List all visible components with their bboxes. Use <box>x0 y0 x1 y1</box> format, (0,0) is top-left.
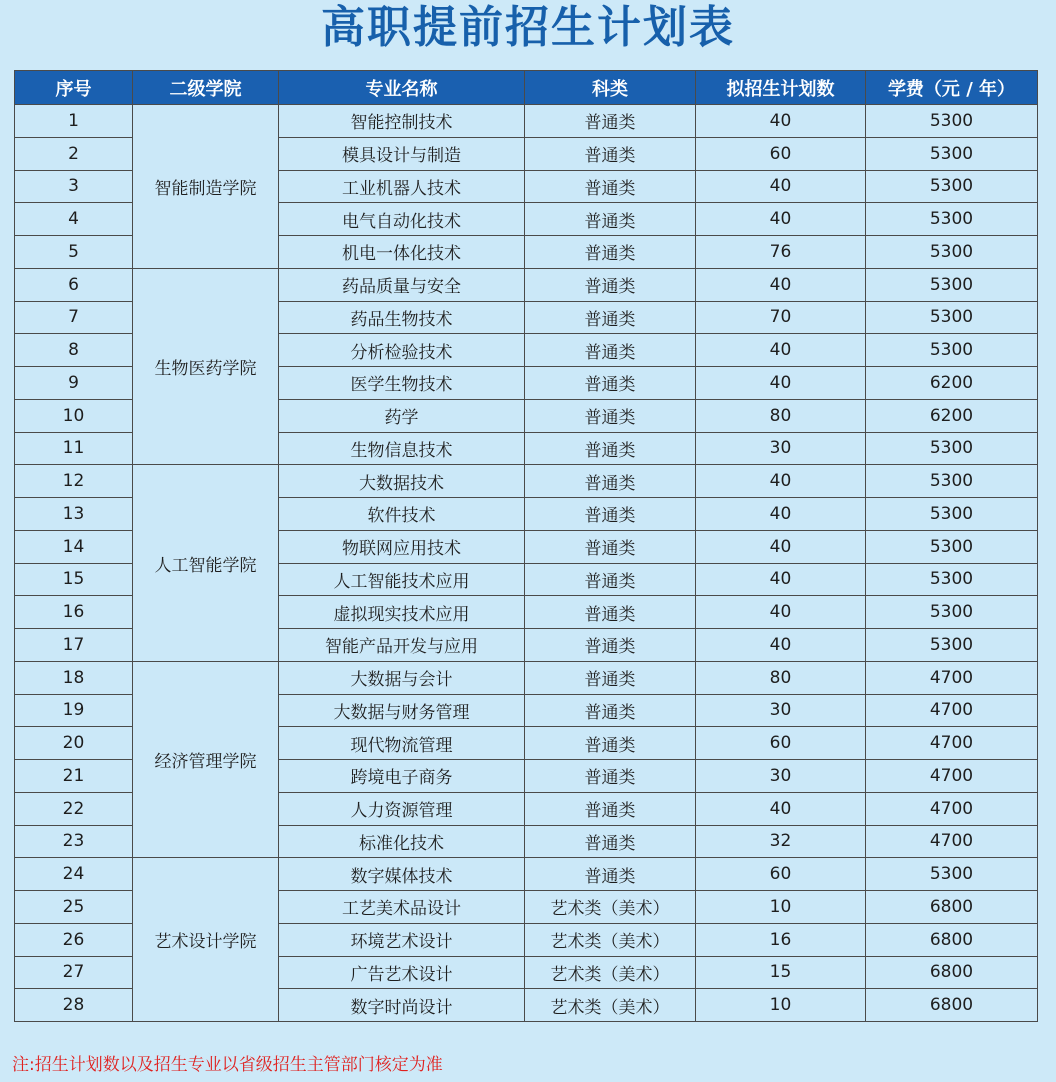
cell-category: 普通类 <box>525 137 696 170</box>
cell-category: 艺术类（美术） <box>525 891 696 924</box>
cell-category: 普通类 <box>525 858 696 891</box>
table-body <box>15 105 1038 1022</box>
cell-seq: 12 <box>15 465 133 498</box>
cell-plan: 15 <box>696 956 866 989</box>
cell-major: 智能产品开发与应用 <box>279 629 525 662</box>
cell-category: 普通类 <box>525 563 696 596</box>
cell-fee: 5300 <box>866 498 1038 531</box>
cell-fee: 5300 <box>866 236 1038 269</box>
table-row <box>15 105 1038 138</box>
cell-fee: 5300 <box>866 563 1038 596</box>
cell-category: 普通类 <box>525 530 696 563</box>
cell-category: 普通类 <box>525 203 696 236</box>
cell-fee: 5300 <box>866 170 1038 203</box>
cell-major: 工业机器人技术 <box>279 170 525 203</box>
cell-category: 普通类 <box>525 727 696 760</box>
cell-seq: 10 <box>15 399 133 432</box>
cell-plan: 40 <box>696 596 866 629</box>
cell-major: 现代物流管理 <box>279 727 525 760</box>
cell-plan: 76 <box>696 236 866 269</box>
cell-seq: 9 <box>15 367 133 400</box>
cell-major: 药学 <box>279 399 525 432</box>
cell-major: 跨境电子商务 <box>279 760 525 793</box>
cell-category: 普通类 <box>525 629 696 662</box>
cell-plan: 16 <box>696 923 866 956</box>
cell-major: 电气自动化技术 <box>279 203 525 236</box>
cell-college: 艺术设计学院 <box>133 858 279 1022</box>
header-seq: 序号 <box>15 71 133 105</box>
cell-major: 人力资源管理 <box>279 792 525 825</box>
footnote: 注:招生计划数以及招生专业以省级招生主管部门核定为准 <box>12 1055 443 1075</box>
cell-plan: 40 <box>696 170 866 203</box>
cell-college: 智能制造学院 <box>133 105 279 269</box>
cell-major: 智能控制技术 <box>279 105 525 138</box>
cell-seq: 14 <box>15 530 133 563</box>
header-plan: 拟招生计划数 <box>696 71 866 105</box>
cell-seq: 28 <box>15 989 133 1022</box>
cell-seq: 19 <box>15 694 133 727</box>
cell-major: 环境艺术设计 <box>279 923 525 956</box>
cell-seq: 18 <box>15 661 133 694</box>
cell-fee: 6200 <box>866 367 1038 400</box>
cell-seq: 15 <box>15 563 133 596</box>
cell-seq: 23 <box>15 825 133 858</box>
cell-plan: 10 <box>696 891 866 924</box>
cell-plan: 60 <box>696 727 866 760</box>
cell-fee: 6200 <box>866 399 1038 432</box>
cell-category: 普通类 <box>525 465 696 498</box>
cell-fee: 5300 <box>866 137 1038 170</box>
cell-fee: 4700 <box>866 727 1038 760</box>
cell-plan: 40 <box>696 792 866 825</box>
cell-fee: 4700 <box>866 661 1038 694</box>
table-row <box>15 661 1038 694</box>
cell-category: 普通类 <box>525 760 696 793</box>
cell-category: 普通类 <box>525 694 696 727</box>
cell-seq: 5 <box>15 236 133 269</box>
cell-fee: 5300 <box>866 334 1038 367</box>
header-major: 专业名称 <box>279 71 525 105</box>
cell-major: 药品质量与安全 <box>279 268 525 301</box>
cell-major: 生物信息技术 <box>279 432 525 465</box>
enrollment-table-container <box>14 70 1037 1022</box>
cell-category: 普通类 <box>525 301 696 334</box>
cell-category: 普通类 <box>525 498 696 531</box>
cell-major: 数字媒体技术 <box>279 858 525 891</box>
cell-college: 经济管理学院 <box>133 661 279 858</box>
cell-major: 广告艺术设计 <box>279 956 525 989</box>
cell-category: 普通类 <box>525 367 696 400</box>
cell-plan: 40 <box>696 367 866 400</box>
cell-fee: 5300 <box>866 105 1038 138</box>
cell-plan: 30 <box>696 432 866 465</box>
cell-seq: 7 <box>15 301 133 334</box>
cell-seq: 2 <box>15 137 133 170</box>
cell-fee: 4700 <box>866 760 1038 793</box>
cell-seq: 26 <box>15 923 133 956</box>
cell-seq: 1 <box>15 105 133 138</box>
cell-fee: 5300 <box>866 268 1038 301</box>
cell-seq: 4 <box>15 203 133 236</box>
cell-college: 人工智能学院 <box>133 465 279 662</box>
cell-category: 普通类 <box>525 268 696 301</box>
cell-major: 机电一体化技术 <box>279 236 525 269</box>
cell-major: 虚拟现实技术应用 <box>279 596 525 629</box>
cell-fee: 4700 <box>866 792 1038 825</box>
cell-seq: 3 <box>15 170 133 203</box>
cell-seq: 13 <box>15 498 133 531</box>
cell-plan: 40 <box>696 498 866 531</box>
cell-fee: 5300 <box>866 465 1038 498</box>
cell-major: 医学生物技术 <box>279 367 525 400</box>
cell-major: 人工智能技术应用 <box>279 563 525 596</box>
cell-plan: 40 <box>696 563 866 596</box>
cell-major: 药品生物技术 <box>279 301 525 334</box>
cell-plan: 40 <box>696 203 866 236</box>
cell-category: 普通类 <box>525 236 696 269</box>
cell-category: 普通类 <box>525 432 696 465</box>
cell-category: 普通类 <box>525 170 696 203</box>
cell-plan: 40 <box>696 465 866 498</box>
header-college: 二级学院 <box>133 71 279 105</box>
cell-seq: 20 <box>15 727 133 760</box>
cell-category: 普通类 <box>525 792 696 825</box>
cell-fee: 6800 <box>866 891 1038 924</box>
cell-major: 数字时尚设计 <box>279 989 525 1022</box>
cell-category: 普通类 <box>525 334 696 367</box>
cell-major: 分析检验技术 <box>279 334 525 367</box>
header-fee: 学费（元 / 年） <box>866 71 1038 105</box>
table-row <box>15 465 1038 498</box>
table-row <box>15 858 1038 891</box>
cell-college: 生物医药学院 <box>133 268 279 465</box>
cell-major: 大数据与财务管理 <box>279 694 525 727</box>
cell-fee: 4700 <box>866 825 1038 858</box>
cell-category: 艺术类（美术） <box>525 956 696 989</box>
cell-seq: 21 <box>15 760 133 793</box>
cell-plan: 32 <box>696 825 866 858</box>
cell-plan: 80 <box>696 399 866 432</box>
cell-plan: 40 <box>696 530 866 563</box>
cell-seq: 6 <box>15 268 133 301</box>
cell-plan: 60 <box>696 137 866 170</box>
cell-category: 普通类 <box>525 825 696 858</box>
cell-major: 大数据技术 <box>279 465 525 498</box>
cell-fee: 5300 <box>866 629 1038 662</box>
cell-fee: 5300 <box>866 203 1038 236</box>
cell-fee: 5300 <box>866 432 1038 465</box>
cell-category: 普通类 <box>525 596 696 629</box>
cell-category: 普通类 <box>525 399 696 432</box>
cell-category: 艺术类（美术） <box>525 989 696 1022</box>
cell-fee: 6800 <box>866 989 1038 1022</box>
cell-seq: 17 <box>15 629 133 662</box>
header-category: 科类 <box>525 71 696 105</box>
cell-plan: 10 <box>696 989 866 1022</box>
cell-major: 软件技术 <box>279 498 525 531</box>
cell-plan: 60 <box>696 858 866 891</box>
cell-plan: 30 <box>696 694 866 727</box>
table-header-row <box>15 71 1038 105</box>
cell-major: 标准化技术 <box>279 825 525 858</box>
cell-category: 艺术类（美术） <box>525 923 696 956</box>
cell-plan: 70 <box>696 301 866 334</box>
cell-plan: 40 <box>696 105 866 138</box>
cell-seq: 25 <box>15 891 133 924</box>
cell-major: 大数据与会计 <box>279 661 525 694</box>
page-title: 高职提前招生计划表 <box>321 2 735 53</box>
cell-fee: 5300 <box>866 301 1038 334</box>
cell-fee: 5300 <box>866 530 1038 563</box>
enrollment-plan-table <box>14 70 1038 1022</box>
cell-fee: 4700 <box>866 694 1038 727</box>
cell-plan: 40 <box>696 334 866 367</box>
cell-fee: 6800 <box>866 956 1038 989</box>
cell-fee: 5300 <box>866 858 1038 891</box>
cell-plan: 40 <box>696 629 866 662</box>
cell-plan: 80 <box>696 661 866 694</box>
cell-major: 模具设计与制造 <box>279 137 525 170</box>
cell-seq: 22 <box>15 792 133 825</box>
cell-category: 普通类 <box>525 105 696 138</box>
cell-seq: 16 <box>15 596 133 629</box>
cell-plan: 30 <box>696 760 866 793</box>
table-row <box>15 268 1038 301</box>
cell-seq: 11 <box>15 432 133 465</box>
cell-fee: 5300 <box>866 596 1038 629</box>
cell-seq: 27 <box>15 956 133 989</box>
cell-major: 物联网应用技术 <box>279 530 525 563</box>
cell-seq: 8 <box>15 334 133 367</box>
cell-plan: 40 <box>696 268 866 301</box>
cell-category: 普通类 <box>525 661 696 694</box>
cell-seq: 24 <box>15 858 133 891</box>
cell-fee: 6800 <box>866 923 1038 956</box>
cell-major: 工艺美术品设计 <box>279 891 525 924</box>
